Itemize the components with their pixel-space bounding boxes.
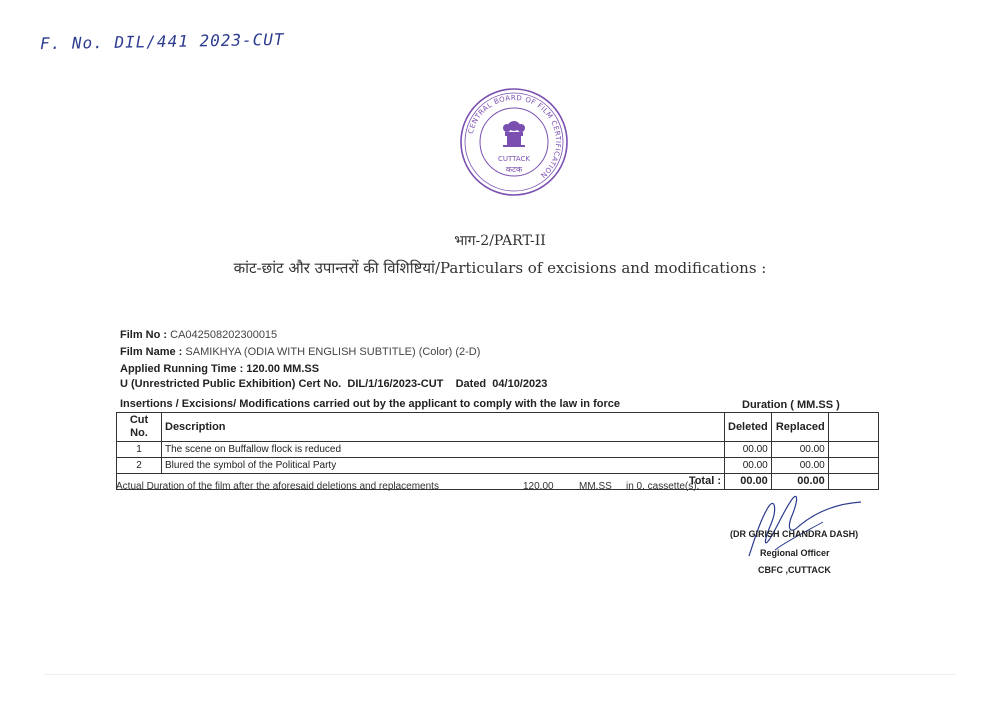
certificate-row (120, 378, 547, 390)
table-header-row (117, 413, 879, 442)
description-cell: Blured the symbol of the Political Party (162, 458, 725, 474)
footer-divider (44, 674, 956, 675)
running-time-value: 120.00 MM.SS (246, 363, 320, 375)
insertions-heading: Insertions / Excisions/ Modifications carried out by the applicant to comply with the law in force (120, 398, 620, 410)
cassette-count: in 0. cassette(s). (626, 481, 700, 492)
duration-heading: Duration ( MM.SS ) (742, 399, 840, 411)
cut-no-cell: 1 (117, 442, 162, 458)
table-padding-cell (828, 442, 878, 458)
deleted-cell: 00.00 (725, 442, 772, 458)
svg-text:CUTTACK: CUTTACK (497, 155, 531, 163)
film-name-row (120, 346, 480, 358)
actual-duration-text: Actual Duration of the film after the aforesaid deletions and replacements (116, 481, 439, 492)
cbfc-seal-stamp (458, 86, 570, 198)
running-time-row (120, 363, 319, 375)
table-row (117, 442, 879, 458)
part-subtitle: कांट-छांट और उपान्तरों की विशिष्टियां/Particulars of excisions and modifications : (233, 259, 767, 277)
deleted-header: Deleted (725, 413, 772, 442)
replaced-header: Replaced (771, 413, 828, 442)
total-label: Total : (117, 474, 725, 490)
dated-label: Dated (455, 378, 487, 390)
film-name-value: SAMIKHYA (ODIA WITH ENGLISH SUBTITLE) (Color) (2-D) (185, 346, 481, 358)
certificate-number: DIL/1/16/2023-CUT (347, 378, 444, 390)
film-number-row (120, 329, 277, 341)
actual-duration-unit: MM.SS (579, 481, 612, 492)
cut-no-header: Cut No. (117, 413, 162, 442)
description-header: Description (162, 413, 725, 442)
total-deleted: 00.00 (725, 474, 772, 490)
replaced-cell: 00.00 (771, 442, 828, 458)
description-cell: The scene on Buffallow flock is reduced (162, 442, 725, 458)
deleted-cell: 00.00 (725, 458, 772, 474)
table-padding-cell (828, 458, 878, 474)
signatory-title: Regional Officer (760, 548, 830, 558)
certificate-label: U (Unrestricted Public Exhibition) Cert No. (120, 378, 342, 390)
film-number-label: Film No : (120, 329, 168, 341)
film-name-label: Film Name : (120, 346, 183, 358)
film-number-value: CA042508202300015 (170, 329, 278, 341)
running-time-label: Applied Running Time : (120, 363, 244, 375)
table-padding-cell (828, 413, 878, 442)
replaced-cell: 00.00 (771, 458, 828, 474)
handwritten-file-number: F. No. DIL/441 2023-CUT (39, 29, 285, 54)
actual-duration-value: 120.00 (523, 481, 554, 492)
svg-text:CENTRAL BOARD OF FILM CERTIFIC: CENTRAL BOARD OF FILM CERTIFICATION (466, 93, 563, 180)
part-title: भाग-2/PART-II (454, 233, 546, 249)
cut-no-cell: 2 (117, 458, 162, 474)
table-row (117, 458, 879, 474)
actual-duration-row (116, 481, 700, 492)
signatory-office: CBFC ,CUTTACK (758, 565, 831, 575)
total-replaced: 00.00 (771, 474, 828, 490)
signatory-name: (DR GIRISH CHANDRA DASH) (730, 529, 859, 539)
dated-value: 04/10/2023 (492, 378, 548, 390)
svg-text:कटक: कटक (505, 165, 523, 174)
